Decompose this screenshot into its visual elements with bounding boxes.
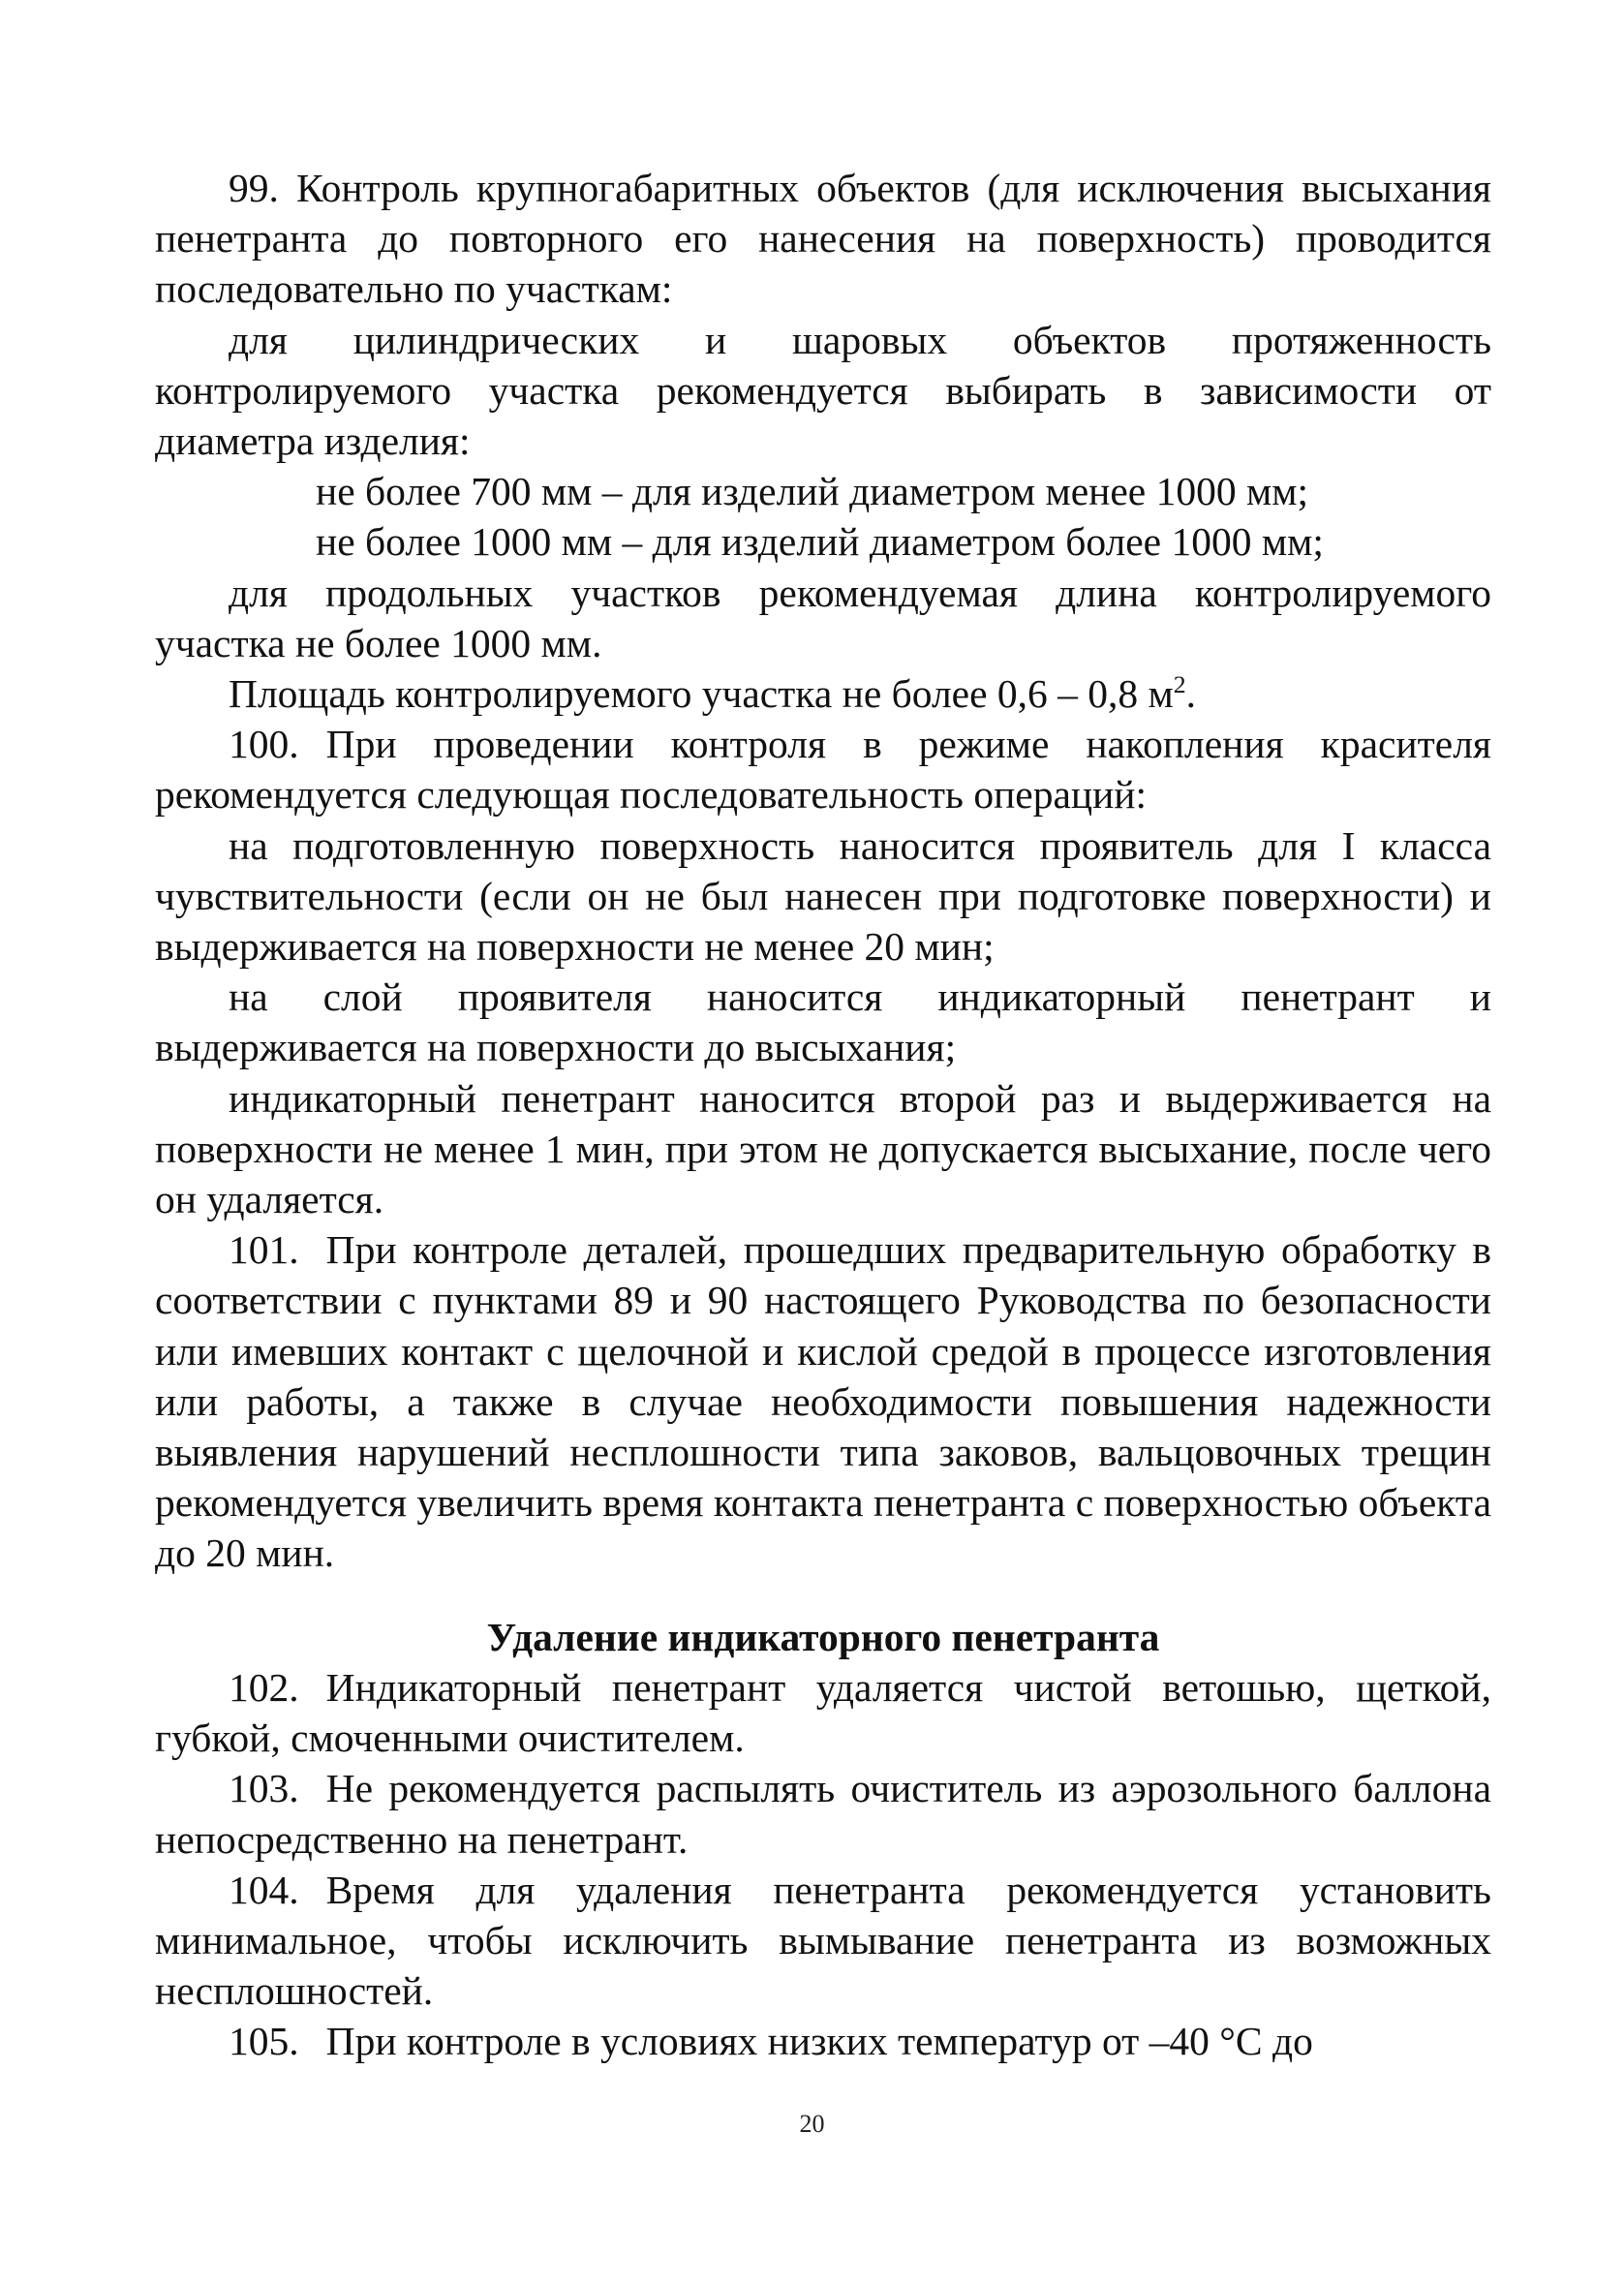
paragraph-103-number: 103. xyxy=(229,1766,299,1811)
paragraph-105-number: 105. xyxy=(229,2019,299,2064)
paragraph-104-number: 104. xyxy=(229,1867,299,1912)
paragraph-99-longitudinal: для продольных участков рекомендуемая длина контролируемого участка не более 1000 мм. xyxy=(155,570,1491,665)
paragraph-101-number: 101. xyxy=(229,1227,299,1273)
area-text: Площадь контролируемого участка не более 0,6 – 0,8 м xyxy=(229,671,1174,717)
paragraph-105-text: При контроле в условиях низких температур от –40 °С до xyxy=(325,2019,1313,2064)
paragraph-101 xyxy=(155,1224,1491,1578)
paragraph-101-text: При контроле деталей, прошедших предварительную обработку в соответствии с пунктами 89 и 90 настоящего Руководства по безопасности или имевших контакт с щелочной и кислой средой в процессе изготовления или работы, а также в случае необходимости повышения надежности выявления нарушений несплошности типа заковов, вальцовочных трещин рекомендуется увеличить время контакта пенетранта с поверхностью объекта до 20 мин. xyxy=(155,1227,1491,1576)
paragraph-100-step-3: индикаторный пенетрант наносится второй раз и выдерживается на поверхности не менее 1 мин, при этом не допускается высыхание, после чего он удаляется. xyxy=(155,1075,1491,1222)
document-page xyxy=(155,163,1491,2067)
paragraph-99-cylindrical: для цилиндрических и шаровых объектов протяженность контролируемого участка рекомендуется выбирать в зависимости от диаметра изделия: xyxy=(155,317,1491,464)
list-item-700mm: не более 700 мм – для изделий диаметром менее 1000 мм; xyxy=(316,469,1309,514)
paragraph-105 xyxy=(155,2016,1491,2066)
paragraph-100-text: При проведении контроля в режиме накопления красителя рекомендуется следующая последовательность операций: xyxy=(155,722,1491,818)
paragraph-104 xyxy=(155,1865,1491,2017)
area-superscript: 2 xyxy=(1173,670,1186,699)
paragraph-100-number: 100. xyxy=(229,722,299,767)
paragraph-102 xyxy=(155,1662,1491,1763)
paragraph-103-text: Не рекомендуется распылять очиститель из аэрозольного баллона непосредственно на пенетрант. xyxy=(155,1766,1491,1862)
paragraph-100 xyxy=(155,719,1491,819)
list-item-1000mm: не более 1000 мм – для изделий диаметром более 1000 мм; xyxy=(316,519,1324,565)
page-number: 20 xyxy=(799,2110,825,2138)
section-heading: Удаление индикаторного пенетранта xyxy=(486,1614,1160,1659)
area-period: . xyxy=(1185,671,1196,717)
paragraph-100-step-2: на слой проявителя наносится индикаторный пенетрант и выдерживается на поверхности до высыхания; xyxy=(155,974,1491,1070)
paragraph-100-step-1: на подготовленную поверхность наносится проявитель для I класса чувствительности (если он не был нанесен при подготовке поверхности) и выдерживается на поверхности не менее 20 мин; xyxy=(155,822,1491,970)
paragraph-103 xyxy=(155,1763,1491,1864)
paragraph-99: 99. Контроль крупногабаритных объектов (для исключения высыхания пенетранта до повторного его нанесения на поверхность) проводится последовательно по участкам: xyxy=(155,166,1491,312)
paragraph-102-number: 102. xyxy=(229,1664,299,1710)
paragraph-102-text: Индикаторный пенетрант удаляется чистой ветошью, щеткой, губкой, смоченными очистителем. xyxy=(155,1664,1491,1761)
paragraph-99-area xyxy=(155,668,1491,719)
paragraph-104-text: Время для удаления пенетранта рекомендуется установить минимальное, чтобы исключить вымывание пенетранта из возможных несплошностей. xyxy=(155,1867,1491,2014)
